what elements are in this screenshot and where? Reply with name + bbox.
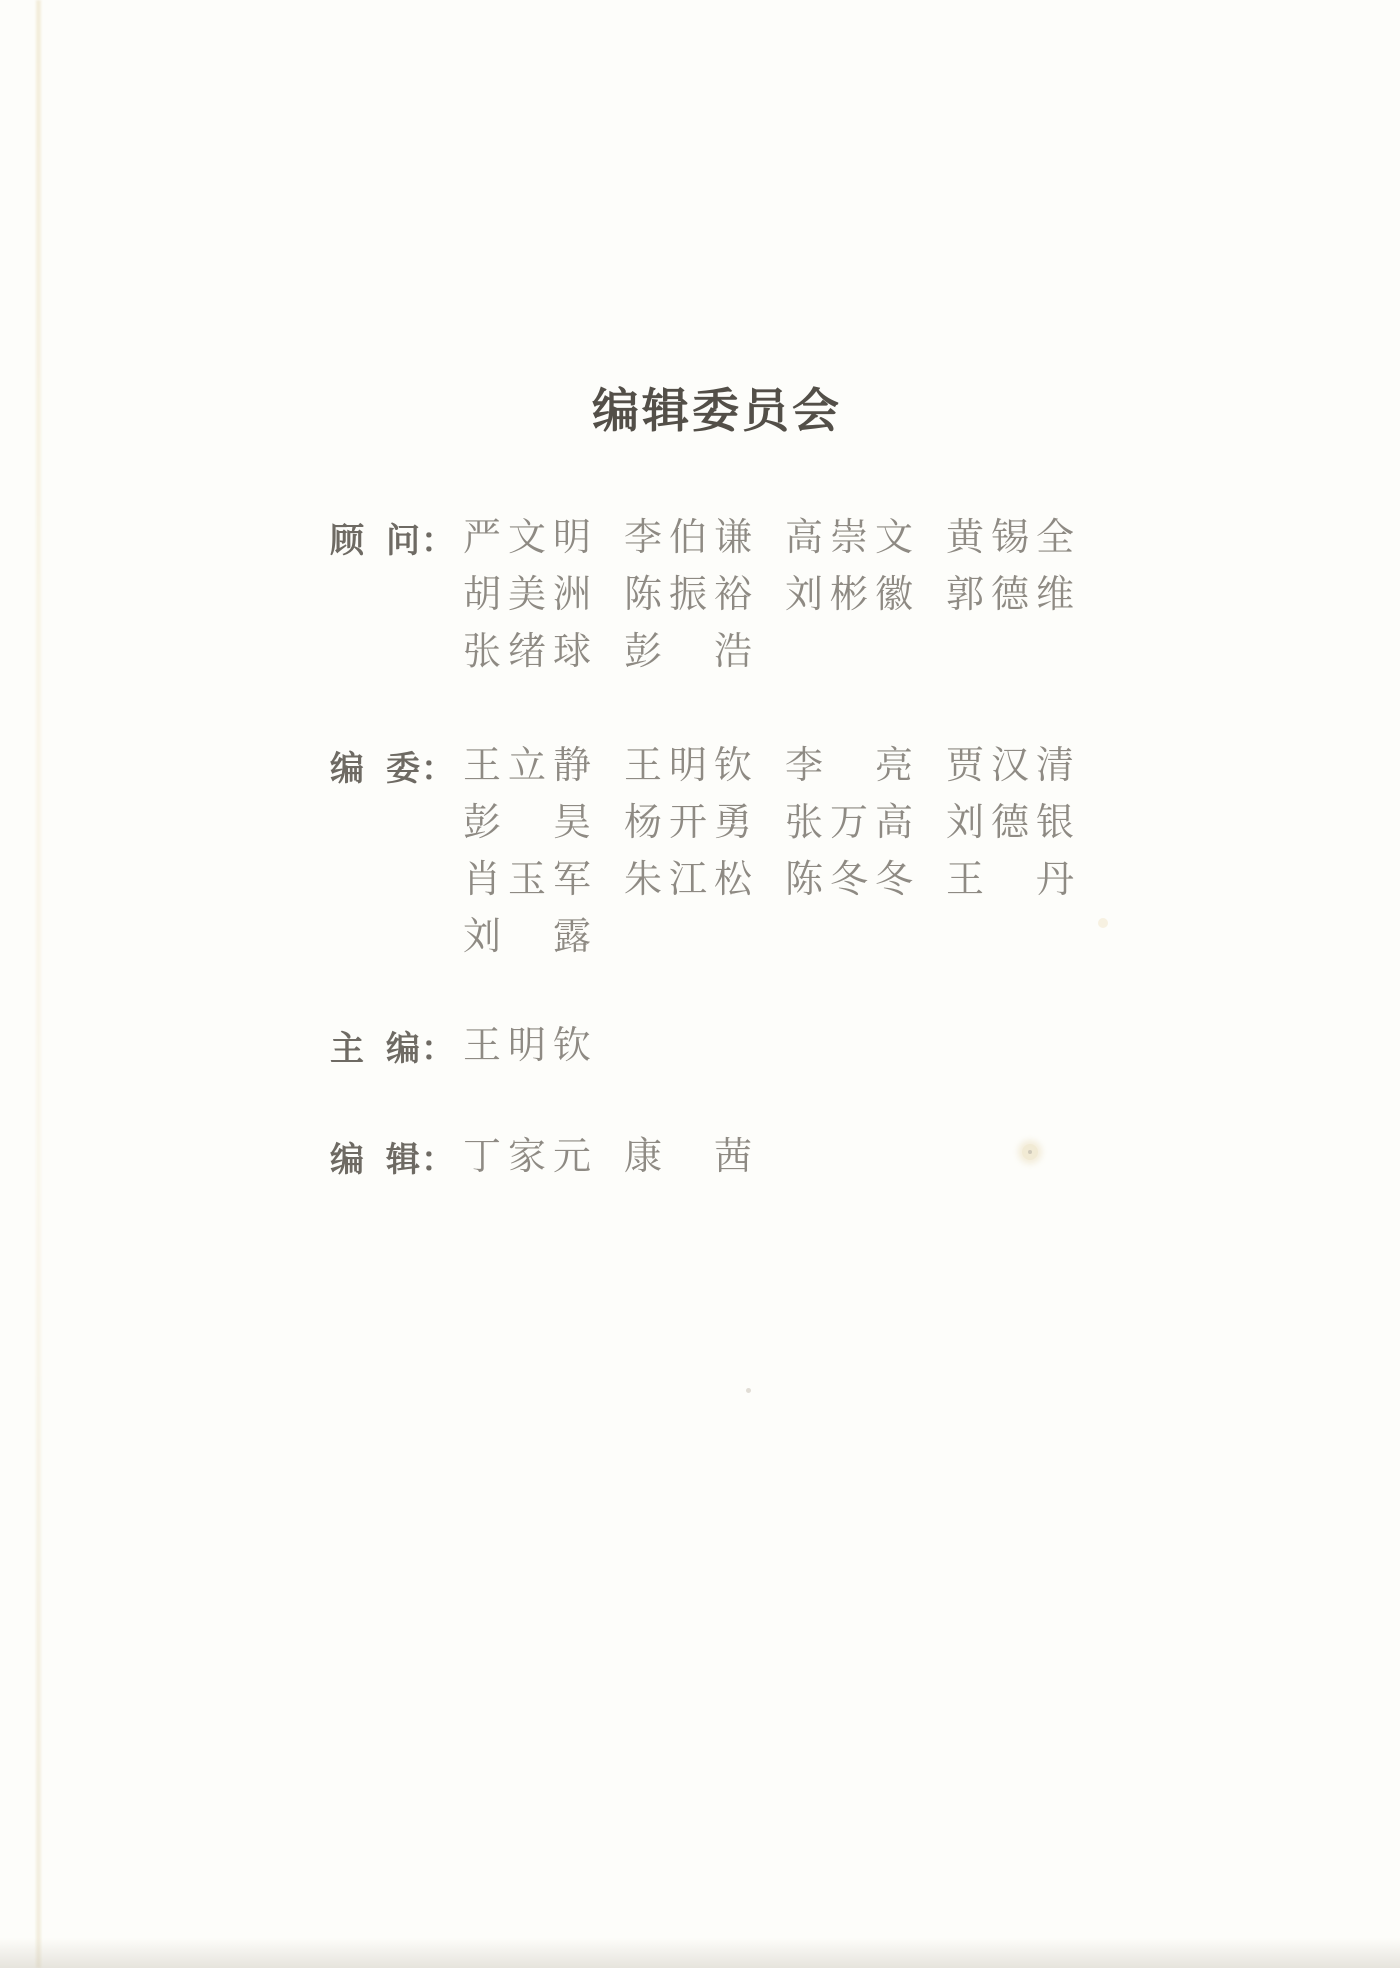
name-char: 李 — [785, 744, 824, 787]
name-char: 丹 — [1035, 858, 1074, 901]
name-char: 王 — [624, 744, 663, 787]
name-char: 明 — [552, 516, 591, 559]
name-char: 洲 — [552, 573, 591, 616]
label-char: 顾 — [330, 523, 364, 560]
committee-member-name — [785, 573, 913, 616]
committee-member-name — [946, 801, 1074, 844]
name-char: 郭 — [946, 573, 985, 616]
committee-member-name — [624, 801, 752, 844]
name-char: 谦 — [713, 516, 752, 559]
name-char: 刘 — [946, 801, 985, 844]
name-row — [463, 851, 1074, 908]
name-char: 刘 — [785, 573, 824, 616]
scan-speck — [1022, 1144, 1038, 1160]
name-char: 汉 — [990, 744, 1029, 787]
name-char: 彬 — [829, 573, 868, 616]
committee-member-name — [463, 744, 591, 787]
committee-member-name — [624, 630, 752, 673]
name-char: 王 — [463, 744, 502, 787]
committee-member-name — [624, 858, 752, 901]
label-char: 辑 — [386, 1142, 420, 1179]
name-char: 立 — [507, 744, 546, 787]
name-char: 露 — [552, 915, 591, 958]
name-char: 冬 — [874, 858, 913, 901]
name-char: 松 — [713, 858, 752, 901]
committee-member-name — [624, 1135, 752, 1178]
name-char: 康 — [624, 1135, 663, 1178]
name-char: 浩 — [713, 630, 752, 673]
name-char: 陈 — [624, 573, 663, 616]
name-row — [463, 566, 1074, 623]
name-char: 张 — [463, 630, 502, 673]
name-char: 王 — [463, 1024, 502, 1067]
label-colon: ： — [421, 1031, 455, 1068]
name-char: 球 — [552, 630, 591, 673]
section-label-editorial-board — [330, 737, 455, 794]
name-row — [463, 737, 1074, 794]
name-char: 张 — [785, 801, 824, 844]
section-names — [463, 737, 1074, 965]
scan-bottom-shadow — [0, 1938, 1400, 1968]
name-char: 崇 — [829, 516, 868, 559]
committee-member-name — [785, 516, 913, 559]
label-char: 编 — [330, 751, 364, 788]
committee-member-name — [946, 858, 1074, 901]
section-names — [463, 1128, 752, 1185]
label-char: 主 — [330, 1031, 364, 1068]
name-char: 徽 — [874, 573, 913, 616]
committee-member-name — [785, 801, 913, 844]
name-char: 彭 — [624, 630, 663, 673]
name-char: 钦 — [552, 1024, 591, 1067]
name-char: 王 — [946, 858, 985, 901]
committee-member-name — [463, 516, 591, 559]
name-char: 胡 — [463, 573, 502, 616]
name-char: 江 — [668, 858, 707, 901]
name-char: 锡 — [990, 516, 1029, 559]
label-char: 编 — [386, 1031, 420, 1068]
label-colon: ： — [421, 523, 455, 560]
section-label-chief-editor — [330, 1017, 455, 1074]
committee-member-name — [463, 1135, 591, 1178]
name-char: 黄 — [946, 516, 985, 559]
label-char: 委 — [386, 751, 420, 788]
scan-speck — [746, 1388, 751, 1393]
section-label-advisors — [330, 509, 455, 566]
name-char: 文 — [874, 516, 913, 559]
name-row — [463, 1128, 752, 1185]
committee-member-name — [624, 744, 752, 787]
name-char: 银 — [1035, 801, 1074, 844]
name-char: 明 — [668, 744, 707, 787]
committee-member-name — [785, 858, 913, 901]
committee-member-name — [463, 1024, 591, 1067]
name-char: 勇 — [713, 801, 752, 844]
label-colon: ： — [421, 751, 455, 788]
committee-member-name — [463, 573, 591, 616]
name-char: 文 — [507, 516, 546, 559]
name-char: 李 — [624, 516, 663, 559]
name-char: 德 — [990, 573, 1029, 616]
name-char: 元 — [552, 1135, 591, 1178]
name-char: 彭 — [463, 801, 502, 844]
label-char: 编 — [330, 1142, 364, 1179]
label-char: 问 — [386, 523, 420, 560]
section-names — [463, 509, 1074, 680]
scan-speck — [1098, 918, 1108, 928]
name-char: 朱 — [624, 858, 663, 901]
name-row — [463, 908, 1074, 965]
scan-crease-line — [36, 0, 41, 1968]
name-char: 家 — [507, 1135, 546, 1178]
committee-member-name — [946, 573, 1074, 616]
name-char: 严 — [463, 516, 502, 559]
name-char: 开 — [668, 801, 707, 844]
committee-member-name — [785, 744, 913, 787]
name-char: 伯 — [668, 516, 707, 559]
name-char: 贾 — [946, 744, 985, 787]
name-char: 陈 — [785, 858, 824, 901]
name-char: 全 — [1035, 516, 1074, 559]
name-char: 清 — [1035, 744, 1074, 787]
committee-member-name — [946, 516, 1074, 559]
name-char: 绪 — [507, 630, 546, 673]
name-char: 万 — [829, 801, 868, 844]
name-char: 德 — [990, 801, 1029, 844]
name-char: 高 — [785, 516, 824, 559]
committee-member-name — [624, 516, 752, 559]
section-label-editors — [330, 1128, 455, 1185]
name-char: 振 — [668, 573, 707, 616]
name-char: 明 — [507, 1024, 546, 1067]
page-title: 编辑委员会 — [592, 386, 842, 438]
name-char: 刘 — [463, 915, 502, 958]
name-row — [463, 509, 1074, 566]
committee-member-name — [463, 801, 591, 844]
label-colon: ： — [421, 1142, 455, 1179]
name-char: 钦 — [713, 744, 752, 787]
name-char: 茜 — [713, 1135, 752, 1178]
section-names — [463, 1017, 591, 1074]
name-char: 丁 — [463, 1135, 502, 1178]
name-char: 肖 — [463, 858, 502, 901]
name-char: 冬 — [829, 858, 868, 901]
name-row — [463, 623, 1074, 680]
name-char: 亮 — [874, 744, 913, 787]
committee-member-name — [624, 573, 752, 616]
committee-member-name — [463, 858, 591, 901]
name-char: 玉 — [507, 858, 546, 901]
name-char: 高 — [874, 801, 913, 844]
committee-member-name — [463, 915, 591, 958]
name-char: 杨 — [624, 801, 663, 844]
name-char: 军 — [552, 858, 591, 901]
name-char: 静 — [552, 744, 591, 787]
name-char: 昊 — [552, 801, 591, 844]
name-char: 维 — [1035, 573, 1074, 616]
name-row — [463, 794, 1074, 851]
name-char: 美 — [507, 573, 546, 616]
committee-member-name — [946, 744, 1074, 787]
name-row — [463, 1017, 591, 1074]
name-char: 裕 — [713, 573, 752, 616]
committee-member-name — [463, 630, 591, 673]
